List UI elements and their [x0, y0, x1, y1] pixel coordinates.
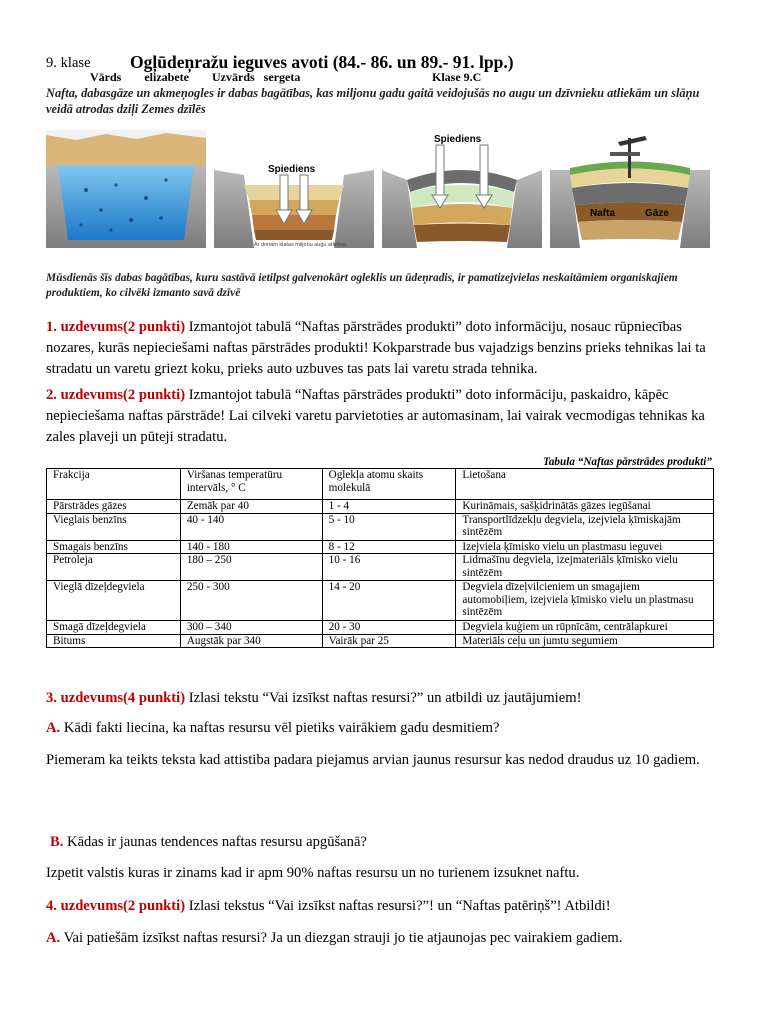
table-cell: Izejviela ķīmisko vielu un plastmasu ieguvei — [456, 540, 714, 554]
table-cell: 180 – 250 — [180, 554, 322, 581]
table-cell: 300 – 340 — [180, 621, 322, 635]
task4-label: 4. uzdevums(2 punkti) — [46, 898, 186, 914]
table-cell: Vieglais benzīns — [47, 513, 181, 540]
paragraph-resources: Mūsdienās šīs dabas bagātības, kuru sastāvā ietilpst galvenokārt ogleklis un ūdeņradis, ir pamatizejvielas neskaitāmiem organiskajiem produktiem, ko cilvēki izmanto savā dzīvē — [46, 272, 678, 299]
oil-formation-figure — [46, 130, 710, 248]
task2-text: Izmantojot tabulā “Naftas pārstrādes produkti” doto informāciju, paskaidro, kāpēc nepieciešama naftas pārstrāde! Lai cilveki varetu parvietoties ar automasinam, lai vairak vecmodigas tehnikas ka zales plaveji un pūteji stradatu. — [46, 387, 705, 445]
pressure-label-1: Spiediens — [268, 164, 316, 175]
surname-label: Uzvārds — [212, 70, 255, 84]
table-row — [47, 621, 714, 635]
task1-text: Izmantojot tabulā “Naftas pārstrādes produkti” doto informāciju, nosauc rūpniecības nozares, kurās nepieciešami naftas pārstrādes produkti! Kokparstrade bus vajadzigs benzins prieks tehnikas lai ta stradatu un varetu griezt koku, prieks auto uzbuves tas pats lai varetu strada tehnika. — [46, 319, 706, 377]
task1 — [46, 317, 716, 380]
table-cell: Degviela kuģiem un rūpnīcām, centrālapkurei — [456, 621, 714, 635]
table-row — [47, 554, 714, 581]
task3 — [46, 688, 716, 709]
task4-question-a — [46, 928, 716, 949]
table-cell: Augstāk par 340 — [180, 634, 322, 648]
table-cell: 8 - 12 — [322, 540, 456, 554]
table-row — [47, 500, 714, 514]
task4-question-a-label: A. — [46, 930, 61, 946]
table-cell: Vairāk par 25 — [322, 634, 456, 648]
gas-label: Gāze — [645, 208, 669, 219]
question-b-text: Kādas ir jaunas tendences naftas resursu apgūšanā? — [63, 834, 367, 850]
name-label: Vārds — [90, 70, 122, 84]
name-value: elizabete — [144, 70, 189, 84]
panel-oil-gas — [550, 130, 710, 248]
panel-compression — [382, 130, 542, 248]
task3-label: 3. uzdevums(4 punkti) — [46, 690, 186, 706]
table-row — [47, 581, 714, 621]
table-caption: Tabula “Naftas pārstrādes produkti” — [543, 456, 712, 468]
table-cell: 10 - 16 — [322, 554, 456, 581]
question-a-label: A. — [46, 720, 61, 736]
table-cell: Bitums — [47, 634, 181, 648]
task1-label: 1. uzdevums(2 punkti) — [46, 319, 186, 335]
table-cell: Zemāk par 40 — [180, 500, 322, 514]
task3-question-a — [46, 718, 716, 739]
class-label: 9. klase — [46, 55, 91, 71]
class-right: Klase 9.C — [432, 70, 482, 84]
task4 — [46, 896, 716, 917]
table-cell: 14 - 20 — [322, 581, 456, 621]
task3-text: Izlasi tekstu “Vai izsīkst naftas resursi?” un atbildi uz jautājumiem! — [185, 690, 582, 706]
page-title: Ogļūdeņražu ieguves avoti (84.- 86. un 89.- 91. lpp.) — [130, 52, 514, 72]
figure-caption-small: Ar donam klatas miljonu augu atliekas — [254, 242, 347, 248]
task3-question-b — [50, 832, 716, 853]
table-cell: 5 - 10 — [322, 513, 456, 540]
table-cell: 250 - 300 — [180, 581, 322, 621]
header-cell: Oglekļa atomu skaits molekulā — [322, 469, 456, 500]
table-cell: Vieglā dīzeļdegviela — [47, 581, 181, 621]
answer-b: Izpetit valstis kuras ir zinams kad ir apm 90% naftas resursu un no turienem izsuknet naftu. — [46, 865, 580, 881]
table-cell: Lidmašīnu degviela, izejmateriāls ķīmisko vielu sintēzēm — [456, 554, 714, 581]
table-header-row — [47, 469, 714, 500]
table-row — [47, 634, 714, 648]
table-row — [47, 513, 714, 540]
table-cell: 140 - 180 — [180, 540, 322, 554]
surname-value: sergeta — [263, 70, 301, 84]
answer-a: Piemeram ka teikts teksta kad attistiba padara piejamus arvian jaunus resursur kas nedod draudus uz 10 gadiem. — [46, 752, 700, 768]
panel-sea — [46, 130, 206, 248]
header-cell: Lietošana — [456, 469, 714, 500]
task4-question-a-text: Vai patiešām izsīkst naftas resursi? Ja un diezgan strauji jo tie atjaunojas pec vairakiem gadiem. — [60, 930, 623, 946]
products-table — [46, 468, 714, 648]
table-cell: Kurināmais, sašķidrinātās gāzes iegūšanai — [456, 500, 714, 514]
table-cell: Pārstrādes gāzes — [47, 500, 181, 514]
header-cell: Viršanas temperatūru intervāls, ° C — [180, 469, 322, 500]
pressure-label-2: Spiediens — [434, 134, 482, 145]
table-cell: Transportlīdzekļu degviela, izejviela ķīmiskajām sintēzēm — [456, 513, 714, 540]
oil-label: Nafta — [590, 208, 616, 219]
table-cell: Petroleja — [47, 554, 181, 581]
panel-sediment — [214, 130, 374, 248]
table-cell: 1 - 4 — [322, 500, 456, 514]
intro-text: Nafta, dabasgāze un akmeņogles ir dabas bagātības, kas miljonu gadu gaitā veidojušās no augu un dzīvnieku atliekām un slāņu veidā atrodas dziļi Zemes dzīlēs — [46, 86, 700, 116]
task2-label: 2. uzdevums(2 punkti) — [46, 387, 186, 403]
table-cell: 40 - 140 — [180, 513, 322, 540]
student-info-row — [90, 70, 690, 85]
question-a-text: Kādi fakti liecina, ka naftas resursu vēl pietiks vairākiem gadu desmitiem? — [60, 720, 500, 736]
task4-text: Izlasi tekstus “Vai izsīkst naftas resursi?”! un “Naftas patēriņš”! Atbildi! — [185, 898, 611, 914]
table-cell: Smagais benzīns — [47, 540, 181, 554]
table-cell: Smagā dīzeļdegviela — [47, 621, 181, 635]
question-b-label: B. — [50, 834, 64, 850]
table-cell: Degviela dīzeļvilcieniem un smagajiem automobiļiem, izejviela ķīmisko vielu un plastmasu sintēzēm — [456, 581, 714, 621]
table-row — [47, 540, 714, 554]
table-cell: 20 - 30 — [322, 621, 456, 635]
header-cell: Frakcija — [47, 469, 181, 500]
task2 — [46, 385, 716, 448]
table-cell: Materiāls ceļu un jumtu segumiem — [456, 634, 714, 648]
